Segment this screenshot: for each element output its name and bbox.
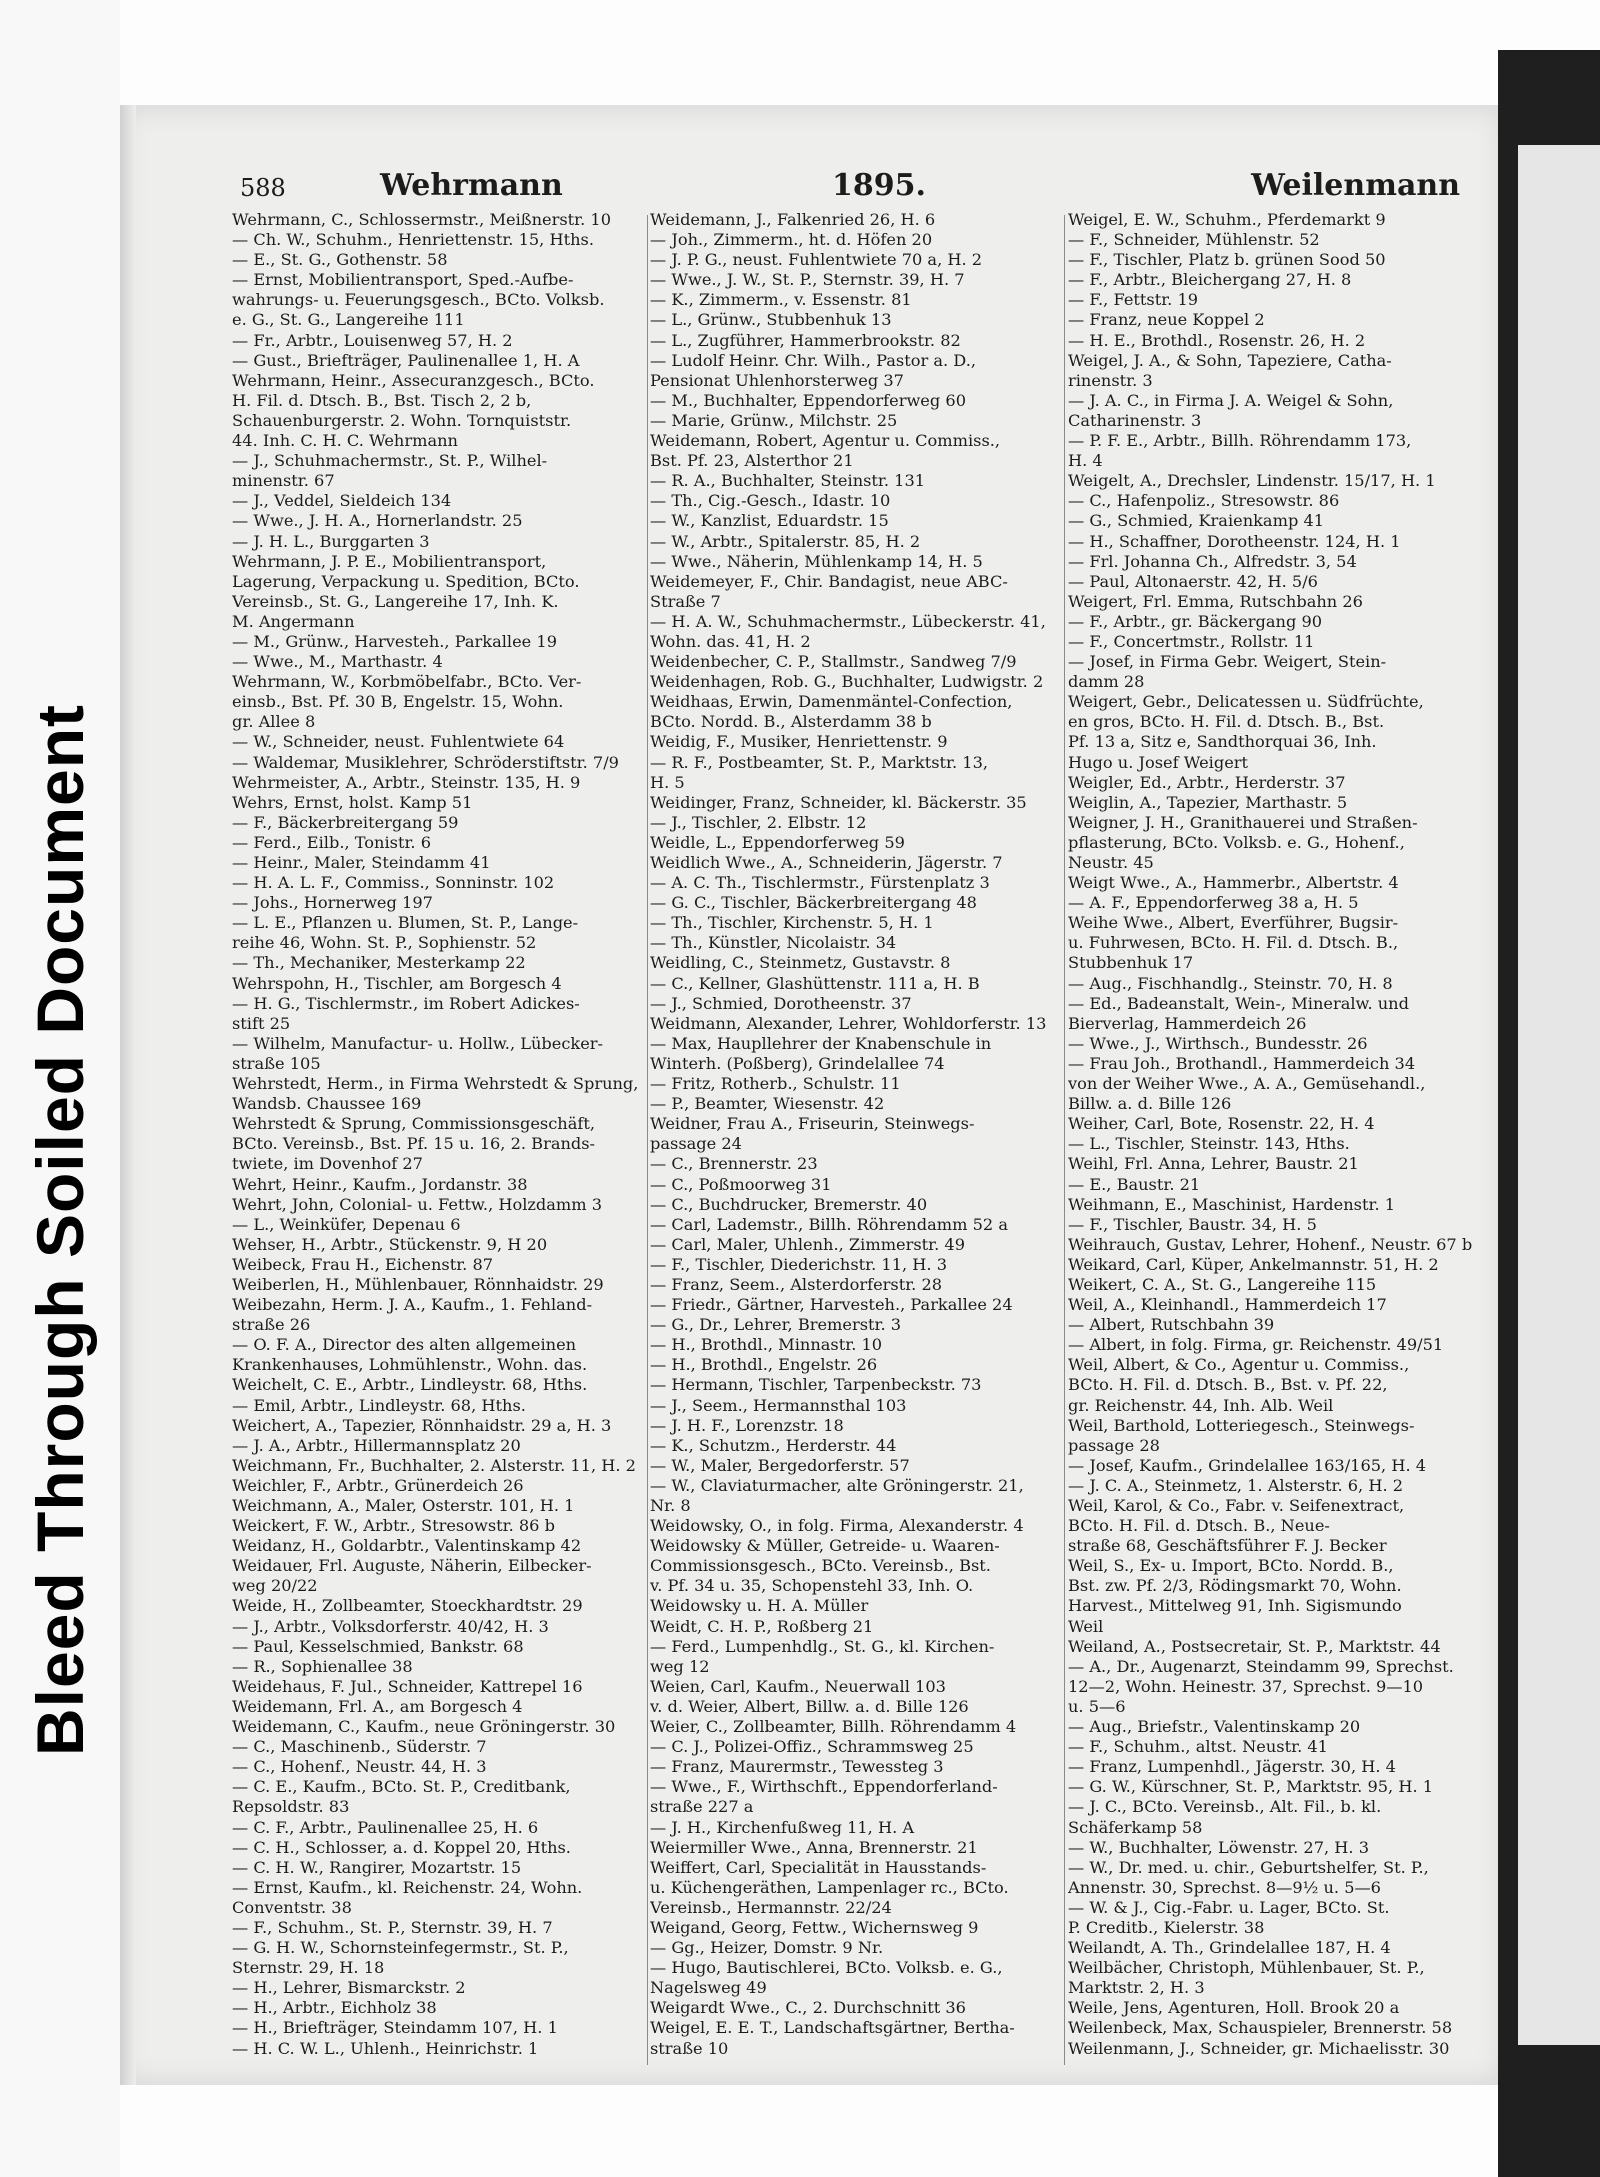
directory-entry-line: — Ed., Badeanstalt, Wein-, Mineralw. und [1068, 993, 1409, 1013]
directory-entry-line: Weilenmann, J., Schneider, gr. Michaelisstr. 30 [1068, 2038, 1450, 2058]
directory-entry-line: straße 10 [650, 2038, 729, 2058]
directory-entry-line: pflasterung, BCto. Volksb. e. G., Hohenf., [1068, 832, 1405, 852]
directory-column-3 [1068, 210, 1480, 2070]
directory-entry-line: — H. E., Brothdl., Rosenstr. 26, H. 2 [1068, 330, 1366, 350]
directory-entry-line: — Paul, Altonaerstr. 42, H. 5/6 [1068, 571, 1318, 591]
directory-entry-line: — H. A. W., Schuhmachermstr., Lübeckerstr. 41, [650, 611, 1046, 631]
directory-entry-line: Straße 7 [650, 591, 721, 611]
directory-entry-line: BCto. Vereinsb., Bst. Pf. 15 u. 16, 2. Brands- [232, 1134, 596, 1154]
directory-entry-line: Nagelsweg 49 [650, 1978, 767, 1998]
directory-entry-line: Weil, Karol, & Co., Fabr. v. Seifenextract, [1068, 1496, 1405, 1515]
directory-entry-line: Weidemann, Robert, Agentur u. Commiss., [650, 431, 1001, 451]
directory-entry-line: Wehrmann, Heinr., Assecuranzgesch., BCto. [232, 370, 595, 390]
directory-entry-line: Weigert, Frl. Emma, Rutschbahn 26 [1068, 591, 1363, 611]
directory-entry-line: — C., Maschinenb., Süderstr. 7 [232, 1737, 487, 1757]
directory-entry-line: u. 5—6 [1068, 1696, 1126, 1716]
directory-entry-line: — H., Schaffner, Dorotheenstr. 124, H. 1 [1068, 531, 1401, 551]
directory-entry-line: en gros, BCto. H. Fil. d. Dtsch. B., Bst. [1068, 712, 1385, 732]
directory-entry-line: — G. W., Kürschner, St. P., Marktstr. 95, H. 1 [1068, 1777, 1434, 1797]
directory-entry-line: Bst. zw. Pf. 2/3, Rödingsmarkt 70, Wohn. [1068, 1576, 1402, 1596]
directory-entry-line: — L., Zugführer, Hammerbrookstr. 82 [650, 330, 961, 350]
directory-entry-line: — J. H., Kirchenfußweg 11, H. A [650, 1817, 915, 1837]
directory-entry-line: u. Küchengeräthen, Lampenlager rc., BCto. [650, 1877, 1009, 1897]
directory-entry-line: — Franz, Maurermstr., Tewessteg 3 [650, 1757, 944, 1777]
directory-entry-line: — H., Brothdl., Minnastr. 10 [650, 1335, 883, 1355]
directory-entry-line: Weidenbecher, C. P., Stallmstr., Sandweg 7/9 [650, 652, 1017, 672]
directory-entry-line: Weidowsky u. H. A. Müller [650, 1596, 869, 1616]
directory-entry-line: Weihe Wwe., Albert, Everführer, Bugsir- [1068, 913, 1399, 933]
directory-entry-line: — Th., Mechaniker, Mesterkamp 22 [232, 953, 526, 973]
directory-entry-line: — Franz, neue Koppel 2 [1068, 310, 1265, 330]
directory-entry-line: Weichelt, C. E., Arbtr., Lindleystr. 68, Hths. [232, 1375, 588, 1395]
directory-entry-line: — Frau Joh., Brothandl., Hammerdeich 34 [1068, 1053, 1416, 1073]
directory-entry-line: Weidemann, J., Falkenried 26, H. 6 [650, 210, 936, 229]
directory-entry-line: — Josef, Kaufm., Grindelallee 163/165, H. 4 [1068, 1455, 1427, 1475]
directory-entry-line: — Wwe., M., Marthastr. 4 [232, 652, 443, 672]
directory-entry-line: — R. F., Postbeamter, St. P., Marktstr. 13, [650, 752, 989, 772]
directory-entry-line: — C., Poßmoorweg 31 [650, 1174, 832, 1194]
directory-entry-line: — G., Dr., Lehrer, Bremerstr. 3 [650, 1315, 902, 1335]
directory-entry-line: Weiffert, Carl, Specialität in Hausstands- [650, 1857, 987, 1877]
directory-entry-line: — F., Schuhm., altst. Neustr. 41 [1068, 1737, 1328, 1757]
directory-entry-line: — Th., Künstler, Nicolaistr. 34 [650, 933, 897, 953]
left-running-head: Wehrmann [380, 168, 563, 203]
directory-entry-line: — Friedr., Gärtner, Harvesteh., Parkallee 24 [650, 1295, 1013, 1315]
directory-entry-line: M. Angermann [232, 611, 355, 631]
directory-entry-line: — A. F., Eppendorferweg 38 a, H. 5 [1068, 893, 1359, 913]
directory-entry-line: — Wilhelm, Manufactur- u. Hollw., Lübecker- [232, 1033, 604, 1053]
directory-entry-line: — W., Claviaturmacher, alte Gröningerstr. 21, [650, 1475, 1024, 1495]
directory-entry-line: — Max, Haupllehrer der Knabenschule in [650, 1033, 992, 1053]
directory-entry-line: Weilenbeck, Max, Schauspieler, Brennerstr. 58 [1068, 2018, 1453, 2038]
directory-entry-line: Wehrstedt, Herm., in Firma Wehrstedt & Sprung, [232, 1074, 639, 1094]
directory-entry-line: Wehrmann, W., Korbmöbelfabr., BCto. Ver- [232, 672, 582, 692]
directory-entry-line: Weihmann, E., Maschinist, Hardenstr. 1 [1068, 1194, 1396, 1214]
directory-entry-line: — C., Kellner, Glashüttenstr. 111 a, H. B [650, 973, 980, 993]
directory-entry-line: — H., Briefträger, Steindamm 107, H. 1 [232, 2018, 558, 2038]
directory-entry-line: Weier, C., Zollbeamter, Billh. Röhrendamm 4 [650, 1717, 1017, 1737]
directory-entry-line: Weigner, J. H., Granithauerei und Straßen- [1068, 812, 1418, 832]
directory-entry-line: Weidanz, H., Goldarbtr., Valentinskamp 42 [232, 1536, 582, 1556]
directory-entry-line: — P. F. E., Arbtr., Billh. Röhrendamm 173, [1068, 431, 1412, 451]
directory-entry-line: — G., Schmied, Kraienkamp 41 [1068, 511, 1325, 531]
directory-entry-line: Weiher, Carl, Bote, Rosenstr. 22, H. 4 [1068, 1114, 1375, 1134]
directory-entry-line: Weidner, Frau A., Friseurin, Steinwegs- [650, 1114, 975, 1134]
directory-entry-line: — Josef, in Firma Gebr. Weigert, Stein- [1068, 652, 1387, 672]
directory-entry-line: — Wwe., F., Wirthschft., Eppendorferland- [650, 1777, 998, 1797]
directory-entry-line: — Gust., Briefträger, Paulinenallee 1, H. A [232, 350, 580, 370]
directory-column-1 [232, 210, 642, 2070]
directory-entry-line: — W. & J., Cig.-Fabr. u. Lager, BCto. St. [1068, 1897, 1390, 1917]
directory-entry-line: Weikard, Carl, Küper, Ankelmannstr. 51, H. 2 [1068, 1254, 1439, 1274]
directory-entry-line: Weigel, E. E. T., Landschaftsgärtner, Bertha- [650, 2018, 1015, 2038]
directory-entry-line: — W., Buchhalter, Löwenstr. 27, H. 3 [1068, 1837, 1369, 1857]
directory-entry-line: Weidowsky & Müller, Getreide- u. Waaren- [650, 1536, 1000, 1556]
directory-entry-line: — J., Veddel, Sieldeich 134 [232, 491, 452, 511]
directory-entry-line: — F., Bäckerbreitergang 59 [232, 812, 459, 832]
directory-entry-line: — Albert, in folg. Firma, gr. Reichenstr. 49/51 [1068, 1335, 1444, 1355]
directory-entry-line: gr. Allee 8 [232, 712, 316, 732]
adjacent-page-edge [1498, 50, 1600, 2177]
directory-entry-line: — W., Schneider, neust. Fuhlentwiete 64 [232, 732, 565, 752]
directory-entry-line: P. Creditb., Kielerstr. 38 [1068, 1917, 1265, 1937]
directory-entry-line: Vereinsb., Hermannstr. 22/24 [650, 1897, 892, 1917]
directory-entry-line: Wehrstedt & Sprung, Commissionsgeschäft, [232, 1114, 596, 1134]
directory-entry-line: Krankenhauses, Lohmühlenstr., Wohn. das. [232, 1355, 588, 1375]
directory-entry-line: Weihrauch, Gustav, Lehrer, Hohenf., Neustr. 67 b [1068, 1234, 1473, 1254]
directory-entry-line: — Fritz, Rotherb., Schulstr. 11 [650, 1074, 901, 1094]
directory-entry-line: Weidowsky, O., in folg. Firma, Alexanderstr. 4 [650, 1516, 1024, 1536]
directory-entry-line: BCto. H. Fil. d. Dtsch. B., Neue- [1068, 1516, 1330, 1536]
column-rule [1064, 215, 1065, 2065]
directory-entry-line: Weidmann, Alexander, Lehrer, Wohldorferstr. 13 [650, 1013, 1047, 1033]
directory-entry-line: — J., Arbtr., Volksdorferstr. 40/42, H. 3 [232, 1616, 549, 1636]
directory-entry-line: — W., Maler, Bergedorferstr. 57 [650, 1455, 910, 1475]
directory-entry-line: Weigel, E. W., Schuhm., Pferdemarkt 9 [1068, 210, 1386, 229]
directory-entry-line: Wehrspohn, H., Tischler, am Borgesch 4 [232, 973, 562, 993]
directory-entry-line: — J. H. L., Burggarten 3 [232, 531, 430, 551]
directory-entry-line: twiete, im Dovenhof 27 [232, 1154, 423, 1174]
page-header [240, 168, 1480, 212]
directory-entry-line: — Th., Cig.-Gesch., Idastr. 10 [650, 491, 891, 511]
year-heading: 1895. [832, 168, 926, 203]
directory-entry-line: — J. A. C., in Firma J. A. Weigel & Sohn, [1068, 390, 1394, 410]
directory-entry-line: Hugo u. Josef Weigert [1068, 752, 1249, 772]
directory-entry-line: — H. C. W. L., Uhlenh., Heinrichstr. 1 [232, 2038, 539, 2058]
directory-entry-line: — F., Tischler, Baustr. 34, H. 5 [1068, 1214, 1317, 1234]
directory-entry-line: — L., Grünw., Stubbenhuk 13 [650, 310, 892, 330]
directory-entry-line: v. d. Weier, Albert, Billw. a. d. Bille 126 [650, 1696, 969, 1716]
directory-entry-line: Weil, S., Ex- u. Import, BCto. Nordd. B., [1068, 1556, 1394, 1576]
directory-entry-line: weg 20/22 [232, 1576, 318, 1596]
directory-entry-line: — F., Arbtr., gr. Bäckergang 90 [1068, 611, 1323, 631]
directory-entry-line: Pensionat Uhlenhorsterweg 37 [650, 370, 904, 390]
directory-entry-line: — W., Kanzlist, Eduardstr. 15 [650, 511, 889, 531]
directory-entry-line: passage 28 [1068, 1435, 1160, 1455]
directory-entry-line: Weigand, Georg, Fettw., Wichernsweg 9 [650, 1917, 979, 1937]
directory-entry-line: Weien, Carl, Kaufm., Neuerwall 103 [650, 1676, 946, 1696]
directory-entry-line: straße 68, Geschäftsführer F. J. Becker [1068, 1536, 1387, 1556]
directory-entry-line: — L., Tischler, Steinstr. 143, Hths. [1068, 1134, 1350, 1154]
directory-entry-line: Weilbächer, Christoph, Mühlenbauer, St. P., [1068, 1958, 1425, 1978]
directory-entry-line: — F., Tischler, Diederichstr. 11, H. 3 [650, 1254, 947, 1274]
directory-entry-line: — Frl. Johanna Ch., Alfredstr. 3, 54 [1068, 551, 1357, 571]
directory-entry-line: Lagerung, Verpackung u. Spedition, BCto. [232, 571, 580, 591]
directory-entry-line: — J. A., Arbtr., Hillermannsplatz 20 [232, 1435, 521, 1455]
directory-entry-line: Weil, Barthold, Lotteriegesch., Steinwegs- [1068, 1415, 1415, 1435]
directory-entry-line: — Heinr., Maler, Steindamm 41 [232, 853, 491, 872]
directory-entry-line: Weidinger, Franz, Schneider, kl. Bäckerstr. 35 [650, 792, 1027, 812]
directory-entry-line: Weibeck, Frau H., Eichenstr. 87 [232, 1254, 494, 1274]
directory-entry-line: — J., Schuhmachermstr., St. P., Wilhel- [232, 451, 548, 471]
directory-entry-line: Conventstr. 38 [232, 1897, 352, 1917]
directory-entry-line: Stubbenhuk 17 [1068, 953, 1194, 973]
directory-entry-line: — Franz, Lumpenhdl., Jägerstr. 30, H. 4 [1068, 1757, 1396, 1777]
directory-entry-line: Neustr. 45 [1068, 853, 1154, 872]
directory-entry-line: — C., Hohenf., Neustr. 44, H. 3 [232, 1757, 487, 1777]
directory-entry-line: Wandsb. Chaussee 169 [232, 1094, 422, 1114]
side-label [0, 0, 120, 2177]
directory-entry-line: minenstr. 67 [232, 471, 335, 491]
directory-entry-line: — F., Schneider, Mühlenstr. 52 [1068, 230, 1320, 250]
right-running-head: Weilenmann [1251, 168, 1460, 203]
directory-entry-line: — F., Fettstr. 19 [1068, 290, 1199, 310]
directory-entry-line: Weigt Wwe., A., Hammerbr., Albertstr. 4 [1068, 873, 1399, 893]
directory-entry-line: rinenstr. 3 [1068, 370, 1153, 390]
directory-entry-line: straße 26 [232, 1315, 311, 1335]
directory-entry-line: — Ernst, Mobilientransport, Sped.-Aufbe- [232, 270, 574, 290]
directory-entry-line: — H., Brothdl., Engelstr. 26 [650, 1355, 878, 1375]
directory-entry-line: — J. P. G., neust. Fuhlentwiete 70 a, H. 2 [650, 250, 983, 270]
directory-entry-line: Weidemann, Frl. A., am Borgesch 4 [232, 1696, 523, 1716]
directory-entry-line: — P., Beamter, Wiesenstr. 42 [650, 1094, 885, 1114]
directory-entry-line: Bierverlag, Hammerdeich 26 [1068, 1013, 1307, 1033]
directory-entry-line: — Wwe., J., Wirthsch., Bundesstr. 26 [1068, 1033, 1368, 1053]
directory-entry-line: Commissionsgesch., BCto. Vereinsb., Bst. [650, 1556, 991, 1576]
directory-entry-line: gr. Reichenstr. 44, Inh. Alb. Weil [1068, 1395, 1334, 1415]
directory-entry-line: — H. G., Tischlermstr., im Robert Adickes- [232, 993, 580, 1013]
directory-entry-line: Weidhaas, Erwin, Damenmäntel-Confection, [650, 692, 1013, 712]
directory-entry-line: — L. E., Pflanzen u. Blumen, St. P., Lange- [232, 913, 579, 933]
directory-entry-line: — Joh., Zimmerm., ht. d. Höfen 20 [650, 230, 933, 250]
directory-entry-line: Annenstr. 30, Sprechst. 8—9½ u. 5—6 [1068, 1877, 1381, 1897]
directory-entry-line: — F., Arbtr., Bleichergang 27, H. 8 [1068, 270, 1352, 290]
directory-entry-line: — Aug., Fischhandlg., Steinstr. 70, H. 8 [1068, 973, 1393, 993]
directory-entry-line: weg 12 [650, 1656, 710, 1676]
directory-entry-line: — K., Schutzm., Herderstr. 44 [650, 1435, 897, 1455]
directory-entry-line: Pf. 13 a, Sitz e, Sandthorquai 36, Inh. [1068, 732, 1377, 752]
directory-entry-line: Billw. a. d. Bille 126 [1068, 1094, 1232, 1114]
directory-entry-line: Harvest., Mittelweg 91, Inh. Sigismundo [1068, 1596, 1402, 1616]
directory-entry-line: — Ferd., Eilb., Tonistr. 6 [232, 832, 432, 852]
directory-entry-line: — Hermann, Tischler, Tarpenbeckstr. 73 [650, 1375, 982, 1395]
directory-entry-line: Nr. 8 [650, 1496, 691, 1515]
directory-entry-line: straße 105 [232, 1053, 321, 1073]
adjacent-page [1518, 145, 1600, 2045]
directory-entry-line: — M., Grünw., Harvesteh., Parkallee 19 [232, 631, 557, 651]
directory-entry-line: Weigler, Ed., Arbtr., Herderstr. 37 [1068, 772, 1346, 792]
directory-entry-line: — W., Arbtr., Spitalerstr. 85, H. 2 [650, 531, 921, 551]
directory-entry-line: BCto. H. Fil. d. Dtsch. B., Bst. v. Pf. 22, [1068, 1375, 1388, 1395]
directory-entry-line: — Wwe., J. W., St. P., Sternstr. 39, H. 7 [650, 270, 965, 290]
directory-entry-line: Weichert, A., Tapezier, Rönnhaidstr. 29 a, H. 3 [232, 1415, 612, 1435]
page-edge-shadow [120, 105, 136, 2085]
directory-entry-line: Wehrs, Ernst, holst. Kamp 51 [232, 792, 473, 812]
directory-entry-line: Weiberlen, H., Mühlenbauer, Rönnhaidstr. 29 [232, 1274, 604, 1294]
directory-entry-line: — W., Dr. med. u. chir., Geburtshelfer, St. P., [1068, 1857, 1429, 1877]
directory-entry-line: — J., Schmied, Dorotheenstr. 37 [650, 993, 912, 1013]
directory-entry-line: Weidling, C., Steinmetz, Gustavstr. 8 [650, 953, 951, 973]
directory-entry-line: — J. C., BCto. Vereinsb., Alt. Fil., b. kl. [1068, 1797, 1382, 1817]
directory-entry-line: — Ludolf Heinr. Chr. Wilh., Pastor a. D., [650, 350, 976, 370]
directory-entry-line: — G. C., Tischler, Bäckerbreitergang 48 [650, 893, 977, 913]
directory-entry-line: Sternstr. 29, H. 18 [232, 1958, 385, 1978]
directory-entry-line: — C. F., Arbtr., Paulinenallee 25, H. 6 [232, 1817, 539, 1837]
directory-entry-line: Wehrmann, J. P. E., Mobilientransport, [232, 551, 547, 571]
directory-entry-line: Weichler, F., Arbtr., Grünerdeich 26 [232, 1475, 524, 1495]
directory-entry-line: Weil, A., Kleinhandl., Hammerdeich 17 [1068, 1295, 1387, 1315]
directory-entry-line: Weidle, L., Eppendorferweg 59 [650, 832, 905, 852]
directory-entry-line: Wohn. das. 41, H. 2 [650, 631, 811, 651]
directory-entry-line: Repsoldstr. 83 [232, 1797, 350, 1817]
directory-entry-line: damm 28 [1068, 672, 1145, 692]
directory-entry-line: — O. F. A., Director des alten allgemeinen [232, 1335, 577, 1355]
directory-entry-line: — Albert, Rutschbahn 39 [1068, 1315, 1275, 1335]
directory-entry-line: — C. H., Schlosser, a. d. Koppel 20, Hths. [232, 1837, 571, 1857]
directory-entry-line: — Hugo, Bautischlerei, BCto. Volksb. e. G., [650, 1958, 1003, 1978]
directory-entry-line: — Johs., Hornerweg 197 [232, 893, 433, 913]
directory-entry-line: — Ferd., Lumpenhdlg., St. G., kl. Kirchen- [650, 1636, 995, 1656]
directory-entry-line: Wehser, H., Arbtr., Stückenstr. 9, H 20 [232, 1234, 548, 1254]
directory-entry-line: 44. Inh. C. H. C. Wehrmann [232, 431, 458, 451]
directory-entry-line: BCto. Nordd. B., Alsterdamm 38 b [650, 712, 932, 732]
directory-entry-line: — Waldemar, Musiklehrer, Schröderstiftstr. 7/9 [232, 752, 619, 772]
directory-entry-line: wahrungs- u. Feuerungsgesch., BCto. Volksb. [232, 290, 605, 310]
directory-entry-line: passage 24 [650, 1134, 742, 1154]
directory-entry-line: stift 25 [232, 1013, 291, 1033]
directory-entry-line: Weil, Albert, & Co., Agentur u. Commiss., [1068, 1355, 1410, 1375]
directory-entry-line: — Carl, Lademstr., Billh. Röhrendamm 52 a [650, 1214, 1008, 1234]
directory-entry-line: 12—2, Wohn. Heinestr. 37, Sprechst. 9—10 [1068, 1676, 1424, 1696]
directory-entry-line: Wehrt, Heinr., Kaufm., Jordanstr. 38 [232, 1174, 528, 1194]
directory-entry-line: — Fr., Arbtr., Louisenweg 57, H. 2 [232, 330, 513, 350]
directory-entry-line: Weiermiller Wwe., Anna, Brennerstr. 21 [650, 1837, 978, 1857]
directory-entry-line: Weigardt Wwe., C., 2. Durchschnitt 36 [650, 1998, 966, 2018]
directory-entry-line: Weigelt, A., Drechsler, Lindenstr. 15/17, H. 1 [1068, 471, 1436, 491]
directory-entry-line: — C., Brennerstr. 23 [650, 1154, 818, 1174]
directory-entry-line: straße 227 a [650, 1797, 754, 1817]
directory-entry-line: Weichmann, A., Maler, Osterstr. 101, H. 1 [232, 1496, 575, 1515]
directory-entry-line: Schäferkamp 58 [1068, 1817, 1203, 1837]
directory-entry-line: Weiglin, A., Tapezier, Marthastr. 5 [1068, 792, 1348, 812]
directory-entry-line: — Wwe., Näherin, Mühlenkamp 14, H. 5 [650, 551, 983, 571]
directory-entry-line: — J. C. A., Steinmetz, 1. Alsterstr. 6, H. 2 [1068, 1475, 1404, 1495]
directory-entry-line: — J. H. F., Lorenzstr. 18 [650, 1415, 844, 1435]
directory-entry-line: einsb., Bst. Pf. 30 B, Engelstr. 15, Wohn. [232, 692, 564, 712]
directory-entry-line: Weidauer, Frl. Auguste, Näherin, Eilbecker- [232, 1556, 592, 1576]
directory-entry-line: — F., Schuhm., St. P., Sternstr. 39, H. 7 [232, 1917, 553, 1937]
side-label-text: Bleed Through Soiled Document [23, 703, 97, 1757]
directory-entry-line: — J., Tischler, 2. Elbstr. 12 [650, 812, 867, 832]
directory-entry-line: — R. A., Buchhalter, Steinstr. 131 [650, 471, 926, 491]
directory-entry-line: Weickert, F. W., Arbtr., Stresowstr. 86 b [232, 1516, 555, 1536]
directory-entry-line: — H. A. L. F., Commiss., Sonninstr. 102 [232, 873, 555, 893]
directory-entry-line: — F., Concertmstr., Rollstr. 11 [1068, 631, 1315, 651]
directory-entry-line: — C. E., Kaufm., BCto. St. P., Creditbank, [232, 1777, 571, 1797]
directory-entry-line: — E., Baustr. 21 [1068, 1174, 1201, 1194]
directory-entry-line: — C., Buchdrucker, Bremerstr. 40 [650, 1194, 928, 1214]
directory-entry-line: — R., Sophienallee 38 [232, 1656, 413, 1676]
directory-entry-line: — K., Zimmerm., v. Essenstr. 81 [650, 290, 912, 310]
directory-entry-line: — Carl, Maler, Uhlenh., Zimmerstr. 49 [650, 1234, 966, 1254]
directory-entry-line: — Franz, Seem., Alsterdorferstr. 28 [650, 1274, 943, 1294]
directory-entry-line: Weihl, Frl. Anna, Lehrer, Baustr. 21 [1068, 1154, 1359, 1174]
page-number: 588 [240, 174, 286, 202]
directory-entry-line: — Gg., Heizer, Domstr. 9 Nr. [650, 1938, 884, 1958]
directory-entry-line: — Marie, Grünw., Milchstr. 25 [650, 410, 898, 430]
directory-entry-line: Weidehaus, F. Jul., Schneider, Kattrepel 16 [232, 1676, 583, 1696]
directory-entry-line: Schauenburgerstr. 2. Wohn. Tornquiststr. [232, 410, 572, 430]
directory-entry-line: Weide, H., Zollbeamter, Stoeckhardtstr. 29 [232, 1596, 583, 1616]
directory-entry-line: Weidenhagen, Rob. G., Buchhalter, Ludwigstr. 2 [650, 672, 1044, 692]
directory-entry-line: Wehrmeister, A., Arbtr., Steinstr. 135, H. 9 [232, 772, 581, 792]
directory-entry-line: Weigert, Gebr., Delicatessen u. Südfrüchte, [1068, 692, 1424, 712]
directory-entry-line: e. G., St. G., Langereihe 111 [232, 310, 465, 330]
directory-entry-line: — J., Seem., Hermannsthal 103 [650, 1395, 907, 1415]
directory-entry-line: — Ch. W., Schuhm., Henriettenstr. 15, Hths. [232, 230, 594, 250]
directory-entry-line: Weikert, C. A., St. G., Langereihe 115 [1068, 1274, 1377, 1294]
directory-entry-line: — E., St. G., Gothenstr. 58 [232, 250, 448, 270]
directory-entry-line: — H., Arbtr., Eichholz 38 [232, 1998, 437, 2018]
directory-entry-line: — M., Buchhalter, Eppendorferweg 60 [650, 390, 966, 410]
directory-entry-line: Weigel, J. A., & Sohn, Tapeziere, Catha- [1068, 350, 1392, 370]
directory-entry-line: — A., Dr., Augenarzt, Steindamm 99, Sprechst. [1068, 1656, 1454, 1676]
directory-entry-line: Weiland, A., Postsecretair, St. P., Marktstr. 44 [1068, 1636, 1441, 1656]
directory-entry-line: Weil [1068, 1616, 1104, 1636]
directory-entry-line: Weidemeyer, F., Chir. Bandagist, neue ABC- [650, 571, 1008, 591]
directory-entry-line: — L., Weinküfer, Depenau 6 [232, 1214, 461, 1234]
directory-entry-line: Weichmann, Fr., Buchhalter, 2. Alsterstr. 11, H. 2 [232, 1455, 636, 1475]
directory-entry-line: Weidlich Wwe., A., Schneiderin, Jägerstr. 7 [650, 853, 1003, 872]
directory-entry-line: — A. C. Th., Tischlermstr., Fürstenplatz 3 [650, 873, 990, 893]
directory-entry-line: — Th., Tischler, Kirchenstr. 5, H. 1 [650, 913, 934, 933]
directory-entry-line: — G. H. W., Schornsteinfegermstr., St. P., [232, 1938, 569, 1958]
directory-entry-line: — Emil, Arbtr., Lindleystr. 68, Hths. [232, 1395, 526, 1415]
directory-entry-line: — Wwe., J. H. A., Hornerlandstr. 25 [232, 511, 523, 531]
directory-entry-line: — F., Tischler, Platz b. grünen Sood 50 [1068, 250, 1386, 270]
directory-entry-line: Winterh. (Poßberg), Grindelallee 74 [650, 1053, 945, 1073]
directory-entry-line: reihe 46, Wohn. St. P., Sophienstr. 52 [232, 933, 537, 953]
directory-entry-line: v. Pf. 34 u. 35, Schopenstehl 33, Inh. O. [650, 1576, 974, 1596]
directory-entry-line: — C. H. W., Rangirer, Mozartstr. 15 [232, 1857, 522, 1877]
directory-entry-line: von der Weiher Wwe., A. A., Gemüsehandl., [1068, 1074, 1426, 1094]
directory-entry-line: Weilandt, A. Th., Grindelallee 187, H. 4 [1068, 1938, 1391, 1958]
directory-entry-line: Catharinenstr. 3 [1068, 410, 1202, 430]
directory-entry-line: — C., Hafenpoliz., Stresowstr. 86 [1068, 491, 1340, 511]
directory-entry-line: — Ernst, Kaufm., kl. Reichenstr. 24, Wohn. [232, 1877, 583, 1897]
directory-entry-line: — Paul, Kesselschmied, Bankstr. 68 [232, 1636, 524, 1656]
directory-entry-line: Vereinsb., St. G., Langereihe 17, Inh. K. [232, 591, 559, 611]
directory-entry-line: Weidig, F., Musiker, Henriettenstr. 9 [650, 732, 948, 752]
directory-entry-line: Weidemann, C., Kaufm., neue Gröningerstr. 30 [232, 1717, 616, 1737]
directory-entry-line: H. 4 [1068, 451, 1103, 471]
directory-entry-line: Wehrmann, C., Schlossermstr., Meißnerstr. 10 [232, 210, 611, 229]
directory-entry-line: — C. J., Polizei-Offiz., Schrammsweg 25 [650, 1737, 974, 1757]
directory-entry-line: H. Fil. d. Dtsch. B., Bst. Tisch 2, 2 b, [232, 390, 532, 410]
directory-entry-line: — Aug., Briefstr., Valentinskamp 20 [1068, 1717, 1361, 1737]
directory-entry-line: Wehrt, John, Colonial- u. Fettw., Holzdamm 3 [232, 1194, 603, 1214]
directory-entry-line: — H., Lehrer, Bismarckstr. 2 [232, 1978, 466, 1998]
directory-entry-line: Bst. Pf. 23, Alsterthor 21 [650, 451, 854, 471]
column-rule [647, 215, 648, 2065]
directory-entry-line: Weile, Jens, Agenturen, Holl. Brook 20 a [1068, 1998, 1400, 2018]
directory-entry-line: u. Fuhrwesen, BCto. H. Fil. d. Dtsch. B., [1068, 933, 1399, 953]
directory-entry-line: Marktstr. 2, H. 3 [1068, 1978, 1205, 1998]
directory-entry-line: H. 5 [650, 772, 685, 792]
directory-entry-line: Weibezahn, Herm. J. A., Kaufm., 1. Fehland- [232, 1295, 593, 1315]
directory-column-2 [650, 210, 1060, 2070]
directory-entry-line: Weidt, C. H. P., Roßberg 21 [650, 1616, 874, 1636]
